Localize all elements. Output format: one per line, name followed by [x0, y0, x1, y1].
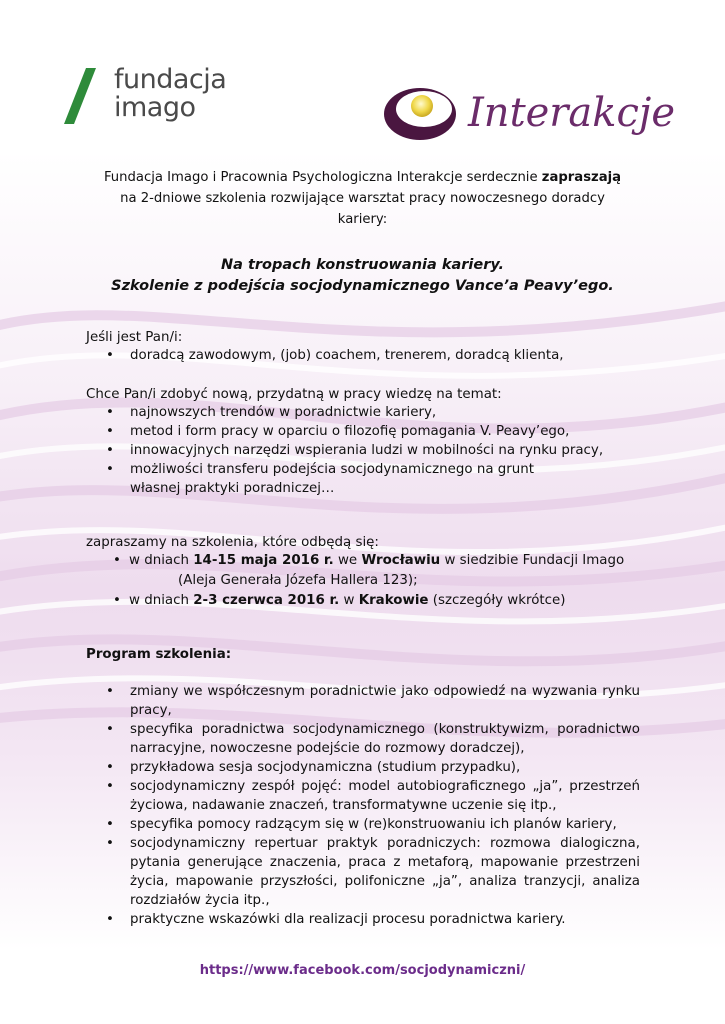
invite-text: w	[339, 593, 359, 608]
interakcje-egg-icon	[382, 84, 464, 144]
bullet-icon: •	[106, 424, 114, 439]
list-item	[86, 682, 640, 720]
invite-date: 14-15 maja 2016 r.	[193, 553, 334, 568]
imago-logo-text	[114, 66, 226, 122]
bullet-icon: •	[106, 348, 114, 363]
list-item	[86, 910, 640, 929]
invite-text: w siedzibie Fundacji Imago	[440, 553, 625, 568]
training-title	[60, 255, 665, 297]
intro-line2: na 2-dniowe szkolenia rozwijające warsztat pracy nowoczesnego doradcy	[120, 191, 605, 206]
bullet-icon: •	[113, 593, 121, 608]
intro-line1	[80, 167, 645, 188]
want-list	[86, 403, 640, 498]
title-line2: Szkolenie z podejścia socjodynamicznego Vance’a Peavy’ego.	[111, 278, 614, 294]
list-item-text: socjodynamiczny zespół pojęć: model autobiograficznego „ja”, przestrzeń życiowa, nadawanie znaczeń, transformatywne uczenie się itp.,	[130, 779, 640, 813]
invite-date: 2-3 czerwca 2016 r.	[193, 593, 340, 608]
invite-text: w dniach	[129, 593, 194, 608]
bullet-icon: •	[106, 779, 114, 794]
list-item-text: doradcą zawodowym, (job) coachem, trenerem, doradcą klienta,	[130, 348, 564, 363]
list-item	[86, 834, 640, 910]
list-item	[86, 815, 640, 834]
invite-text: (szczegóły wkrótce)	[428, 593, 566, 608]
bullet-icon: •	[106, 836, 114, 851]
list-item	[86, 758, 640, 777]
bullet-icon: •	[106, 912, 114, 927]
intro-text: Fundacja Imago i Pracownia Psychologiczna Interakcje serdecznie	[103, 170, 542, 185]
interakcje-logo-text: Interakcje	[468, 90, 675, 136]
list-item	[86, 551, 640, 591]
title-line1: Na tropach konstruowania kariery.	[220, 257, 505, 273]
want-heading: Chce Pan/i zdobyć nową, przydatną w pracy wiedzę na temat:	[86, 387, 502, 402]
invite-list	[86, 551, 640, 611]
list-item-text: socjodynamiczny repertuar praktyk poradniczych: rozmowa dialogiczna, pytania generujące znaczenia, praca z metaforą, mapowanie przestrzeni życia, mapowanie przyszłości, polifoniczne „ja”, analiza tranzycji, analiza rozdziałów życia itp.,	[130, 836, 640, 908]
facebook-link[interactable]: https://www.facebook.com/socjodynamiczni/	[199, 963, 526, 978]
imago-logo-line1: fundacja	[114, 64, 227, 95]
invite-city: Wrocławiu	[361, 553, 441, 568]
fundacja-imago-logo	[64, 66, 234, 128]
invite-city: Krakowie	[358, 593, 429, 608]
invite-heading: zapraszamy na szkolenia, które odbędą się:	[86, 535, 379, 550]
bullet-icon: •	[106, 684, 114, 699]
program-list	[86, 682, 640, 929]
list-item-text: innowacyjnych narzędzi wspierania ludzi w mobilności na rynku pracy,	[130, 443, 604, 458]
list-item-text: najnowszych trendów w poradnictwie kariery,	[130, 405, 437, 420]
bullet-icon: •	[113, 553, 121, 568]
bullet-icon: •	[106, 817, 114, 832]
list-item	[86, 346, 640, 365]
list-item	[86, 422, 640, 441]
intro-bold: zapraszają	[541, 170, 622, 185]
list-item-text: możliwości transferu podejścia socjodynamicznego na grunt własnej praktyki poradniczej…	[130, 462, 535, 496]
invite-text: w dniach	[129, 553, 194, 568]
bullet-icon: •	[106, 405, 114, 420]
invite-text: we	[333, 553, 362, 568]
bullet-icon: •	[106, 722, 114, 737]
list-item-text: praktyczne wskazówki dla realizacji procesu poradnictwa kariery.	[130, 912, 566, 927]
list-item-text: zmiany we współczesnym poradnictwie jako odpowiedź na wyzwania rynku pracy,	[130, 684, 640, 718]
list-item	[86, 591, 640, 611]
list-item	[86, 403, 640, 422]
imago-slash-icon	[64, 66, 108, 126]
if-list	[86, 346, 640, 365]
bullet-icon: •	[106, 443, 114, 458]
bullet-icon: •	[106, 462, 114, 477]
list-item	[86, 460, 560, 498]
intro-paragraph	[80, 167, 645, 230]
list-item-text: metod i form pracy w oparciu o filozofię pomagania V. Peavy’ego,	[130, 424, 570, 439]
imago-logo-line2: imago	[114, 92, 196, 123]
intro-line3: kariery:	[337, 212, 388, 227]
list-item-text: specyfika pomocy radzącym się w (re)konstruowaniu ich planów kariery,	[130, 817, 617, 832]
list-item-text: przykładowa sesja socjodynamiczna (studium przypadku),	[130, 760, 521, 775]
invite-address: (Aleja Generała Józefa Hallera 123);	[178, 573, 418, 588]
program-heading: Program szkolenia:	[86, 647, 232, 662]
list-item	[86, 720, 640, 758]
bullet-icon: •	[106, 760, 114, 775]
interakcje-logo	[382, 84, 675, 146]
list-item	[86, 441, 640, 460]
list-item	[86, 777, 640, 815]
list-item-text: specyfika poradnictwa socjodynamicznego (konstruktywizm, poradnictwo narracyjne, nowoczesne podejście do rozmowy doradczej),	[130, 722, 640, 756]
if-heading: Jeśli jest Pan/i:	[86, 330, 183, 345]
